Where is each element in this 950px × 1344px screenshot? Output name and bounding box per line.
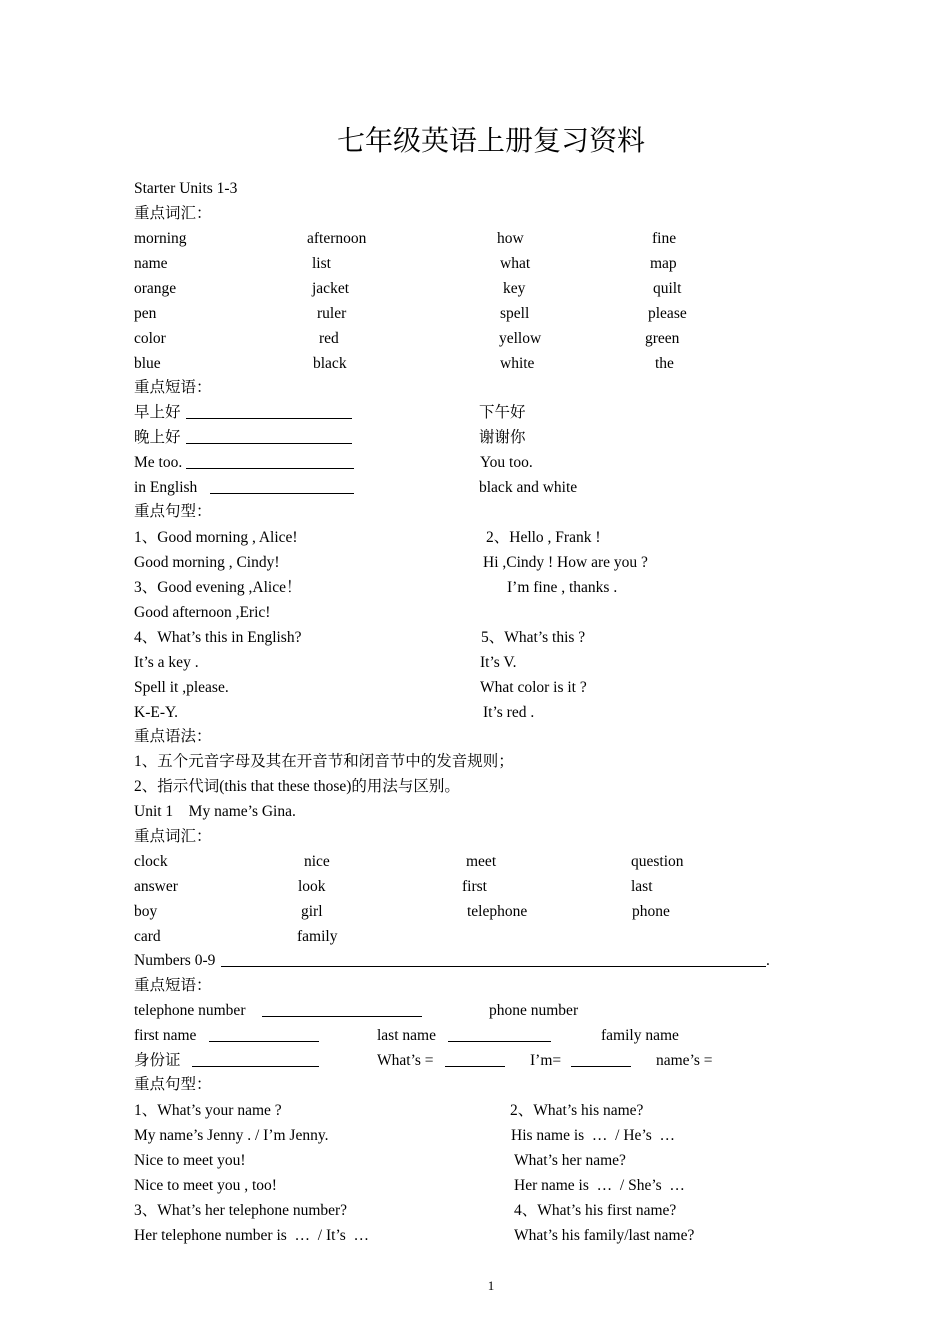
vocab-word: answer <box>134 878 178 895</box>
vocab-word: girl <box>301 903 323 920</box>
vocab-word: list <box>312 255 331 272</box>
vocab-word: color <box>134 330 166 347</box>
vocab-word: key <box>503 280 526 297</box>
vocab-word: afternoon <box>307 230 367 247</box>
phrase: You too. <box>480 454 533 471</box>
phrase: 早上好 <box>134 404 181 421</box>
vocab-word: phone <box>632 903 670 920</box>
vocab-word: look <box>298 878 326 895</box>
sentences-heading: 重点句型： <box>134 1076 212 1093</box>
vocab-word: orange <box>134 280 177 297</box>
sentence: Her name is … / She’s … <box>514 1177 685 1194</box>
blank-line <box>448 1041 551 1042</box>
vocab-word: family <box>297 928 338 945</box>
sentence: I’m fine , thanks . <box>507 579 618 596</box>
vocab-word: morning <box>134 230 187 247</box>
sentence: Good afternoon ,Eric! <box>134 604 271 621</box>
phrase: name’s = <box>656 1052 713 1069</box>
sentence: 3、Good evening ,Alice！ <box>134 579 302 596</box>
phrase: 下午好 <box>479 404 526 421</box>
vocab-word: green <box>645 330 680 347</box>
sentence: Nice to meet you , too! <box>134 1177 277 1194</box>
vocab-word: the <box>655 355 674 372</box>
phrase: What’s = <box>377 1052 434 1069</box>
numbers-label: Numbers 0-9 <box>134 952 216 969</box>
vocab-word: how <box>497 230 524 247</box>
vocab-heading: 重点词汇： <box>134 828 212 845</box>
sentence: It’s red . <box>483 704 535 721</box>
vocab-word: quilt <box>653 280 682 297</box>
sentence: K-E-Y. <box>134 704 179 721</box>
sentence: Spell it ,please. <box>134 679 229 696</box>
phrase: I’m= <box>530 1052 562 1069</box>
grammar-point: 2、指示代词(this that these those)的用法与区别。 <box>134 778 460 795</box>
blank-line <box>221 966 766 967</box>
section-heading-starter: Starter Units 1-3 <box>134 180 238 197</box>
sentence: Good morning , Cindy! <box>134 554 280 571</box>
vocab-word: ruler <box>317 305 347 322</box>
vocab-word: fine <box>652 230 677 247</box>
vocab-word: pen <box>134 305 157 322</box>
sentence: 2、Hello , Frank ! <box>486 529 601 546</box>
blank-line <box>262 1016 422 1017</box>
page-title: 七年级英语上册复习资料 <box>336 124 645 157</box>
sentences-heading: 重点句型： <box>134 503 212 520</box>
blank-line <box>445 1066 505 1067</box>
blank-line <box>186 443 352 444</box>
grammar-heading: 重点语法： <box>134 728 212 745</box>
sentence: 4、What’s his first name? <box>514 1202 677 1219</box>
sentence: What’s her name? <box>514 1152 626 1169</box>
vocab-word: card <box>134 928 161 945</box>
sentence: It’s V. <box>480 654 517 671</box>
vocab-word: last <box>631 878 653 895</box>
sentence: What’s his family/last name? <box>514 1227 695 1244</box>
phrase: telephone number <box>134 1002 246 1019</box>
sentence: What color is it ? <box>480 679 587 696</box>
vocab-word: telephone <box>467 903 528 920</box>
vocab-word: jacket <box>312 280 350 297</box>
vocab-heading: 重点词汇： <box>134 205 212 222</box>
vocab-word: first <box>462 878 487 895</box>
phrase: Me too. <box>134 454 183 471</box>
blank-line <box>186 468 354 469</box>
vocab-word: nice <box>304 853 330 870</box>
blank-line <box>209 1041 319 1042</box>
phrase: black and white <box>479 479 578 496</box>
blank-line <box>571 1066 631 1067</box>
vocab-word: white <box>500 355 535 372</box>
sentence: Hi ,Cindy ! How are you ? <box>483 554 648 571</box>
vocab-word: yellow <box>499 330 542 347</box>
phrases-heading: 重点短语： <box>134 977 212 994</box>
blank-line <box>192 1066 319 1067</box>
phrase: 身份证 <box>134 1052 181 1069</box>
vocab-word: red <box>319 330 339 347</box>
phrase: last name <box>377 1027 436 1044</box>
vocab-word: map <box>650 255 677 272</box>
vocab-word: boy <box>134 903 158 920</box>
page-number: 1 <box>487 1278 495 1293</box>
vocab-word: blue <box>134 355 161 372</box>
phrase: 谢谢你 <box>479 429 526 446</box>
vocab-word: spell <box>500 305 530 322</box>
phrase: family name <box>601 1027 679 1044</box>
numbers-end: . <box>766 952 770 969</box>
sentence: Her telephone number is … / It’s … <box>134 1227 370 1244</box>
blank-line <box>210 493 354 494</box>
phrase: first name <box>134 1027 197 1044</box>
sentence: 1、What’s your name ? <box>134 1102 282 1119</box>
vocab-word: what <box>500 255 531 272</box>
sentence: 4、What’s this in English? <box>134 629 302 646</box>
vocab-word: name <box>134 255 168 272</box>
section-heading-unit1: Unit 1 My name’s Gina. <box>134 803 296 820</box>
phrases-heading: 重点短语： <box>134 379 212 396</box>
sentence: My name’s Jenny . / I’m Jenny. <box>134 1127 329 1144</box>
vocab-word: black <box>313 355 347 372</box>
phrase: 晚上好 <box>134 429 181 446</box>
sentence: 3、What’s her telephone number? <box>134 1202 348 1219</box>
blank-line <box>186 418 352 419</box>
sentence: His name is … / He’s … <box>511 1127 676 1144</box>
phrase: in English <box>134 479 198 496</box>
vocab-word: please <box>648 305 687 322</box>
vocab-word: clock <box>134 853 168 870</box>
sentence: Nice to meet you! <box>134 1152 246 1169</box>
vocab-word: question <box>631 853 684 870</box>
grammar-point: 1、五个元音字母及其在开音节和闭音节中的发音规则； <box>134 753 514 770</box>
sentence: 5、What’s this ? <box>481 629 586 646</box>
phrase: phone number <box>489 1002 579 1019</box>
sentence: 1、Good morning , Alice! <box>134 529 298 546</box>
sentence: 2、What’s his name? <box>510 1102 644 1119</box>
vocab-word: meet <box>466 853 497 870</box>
sentence: It’s a key . <box>134 654 199 671</box>
